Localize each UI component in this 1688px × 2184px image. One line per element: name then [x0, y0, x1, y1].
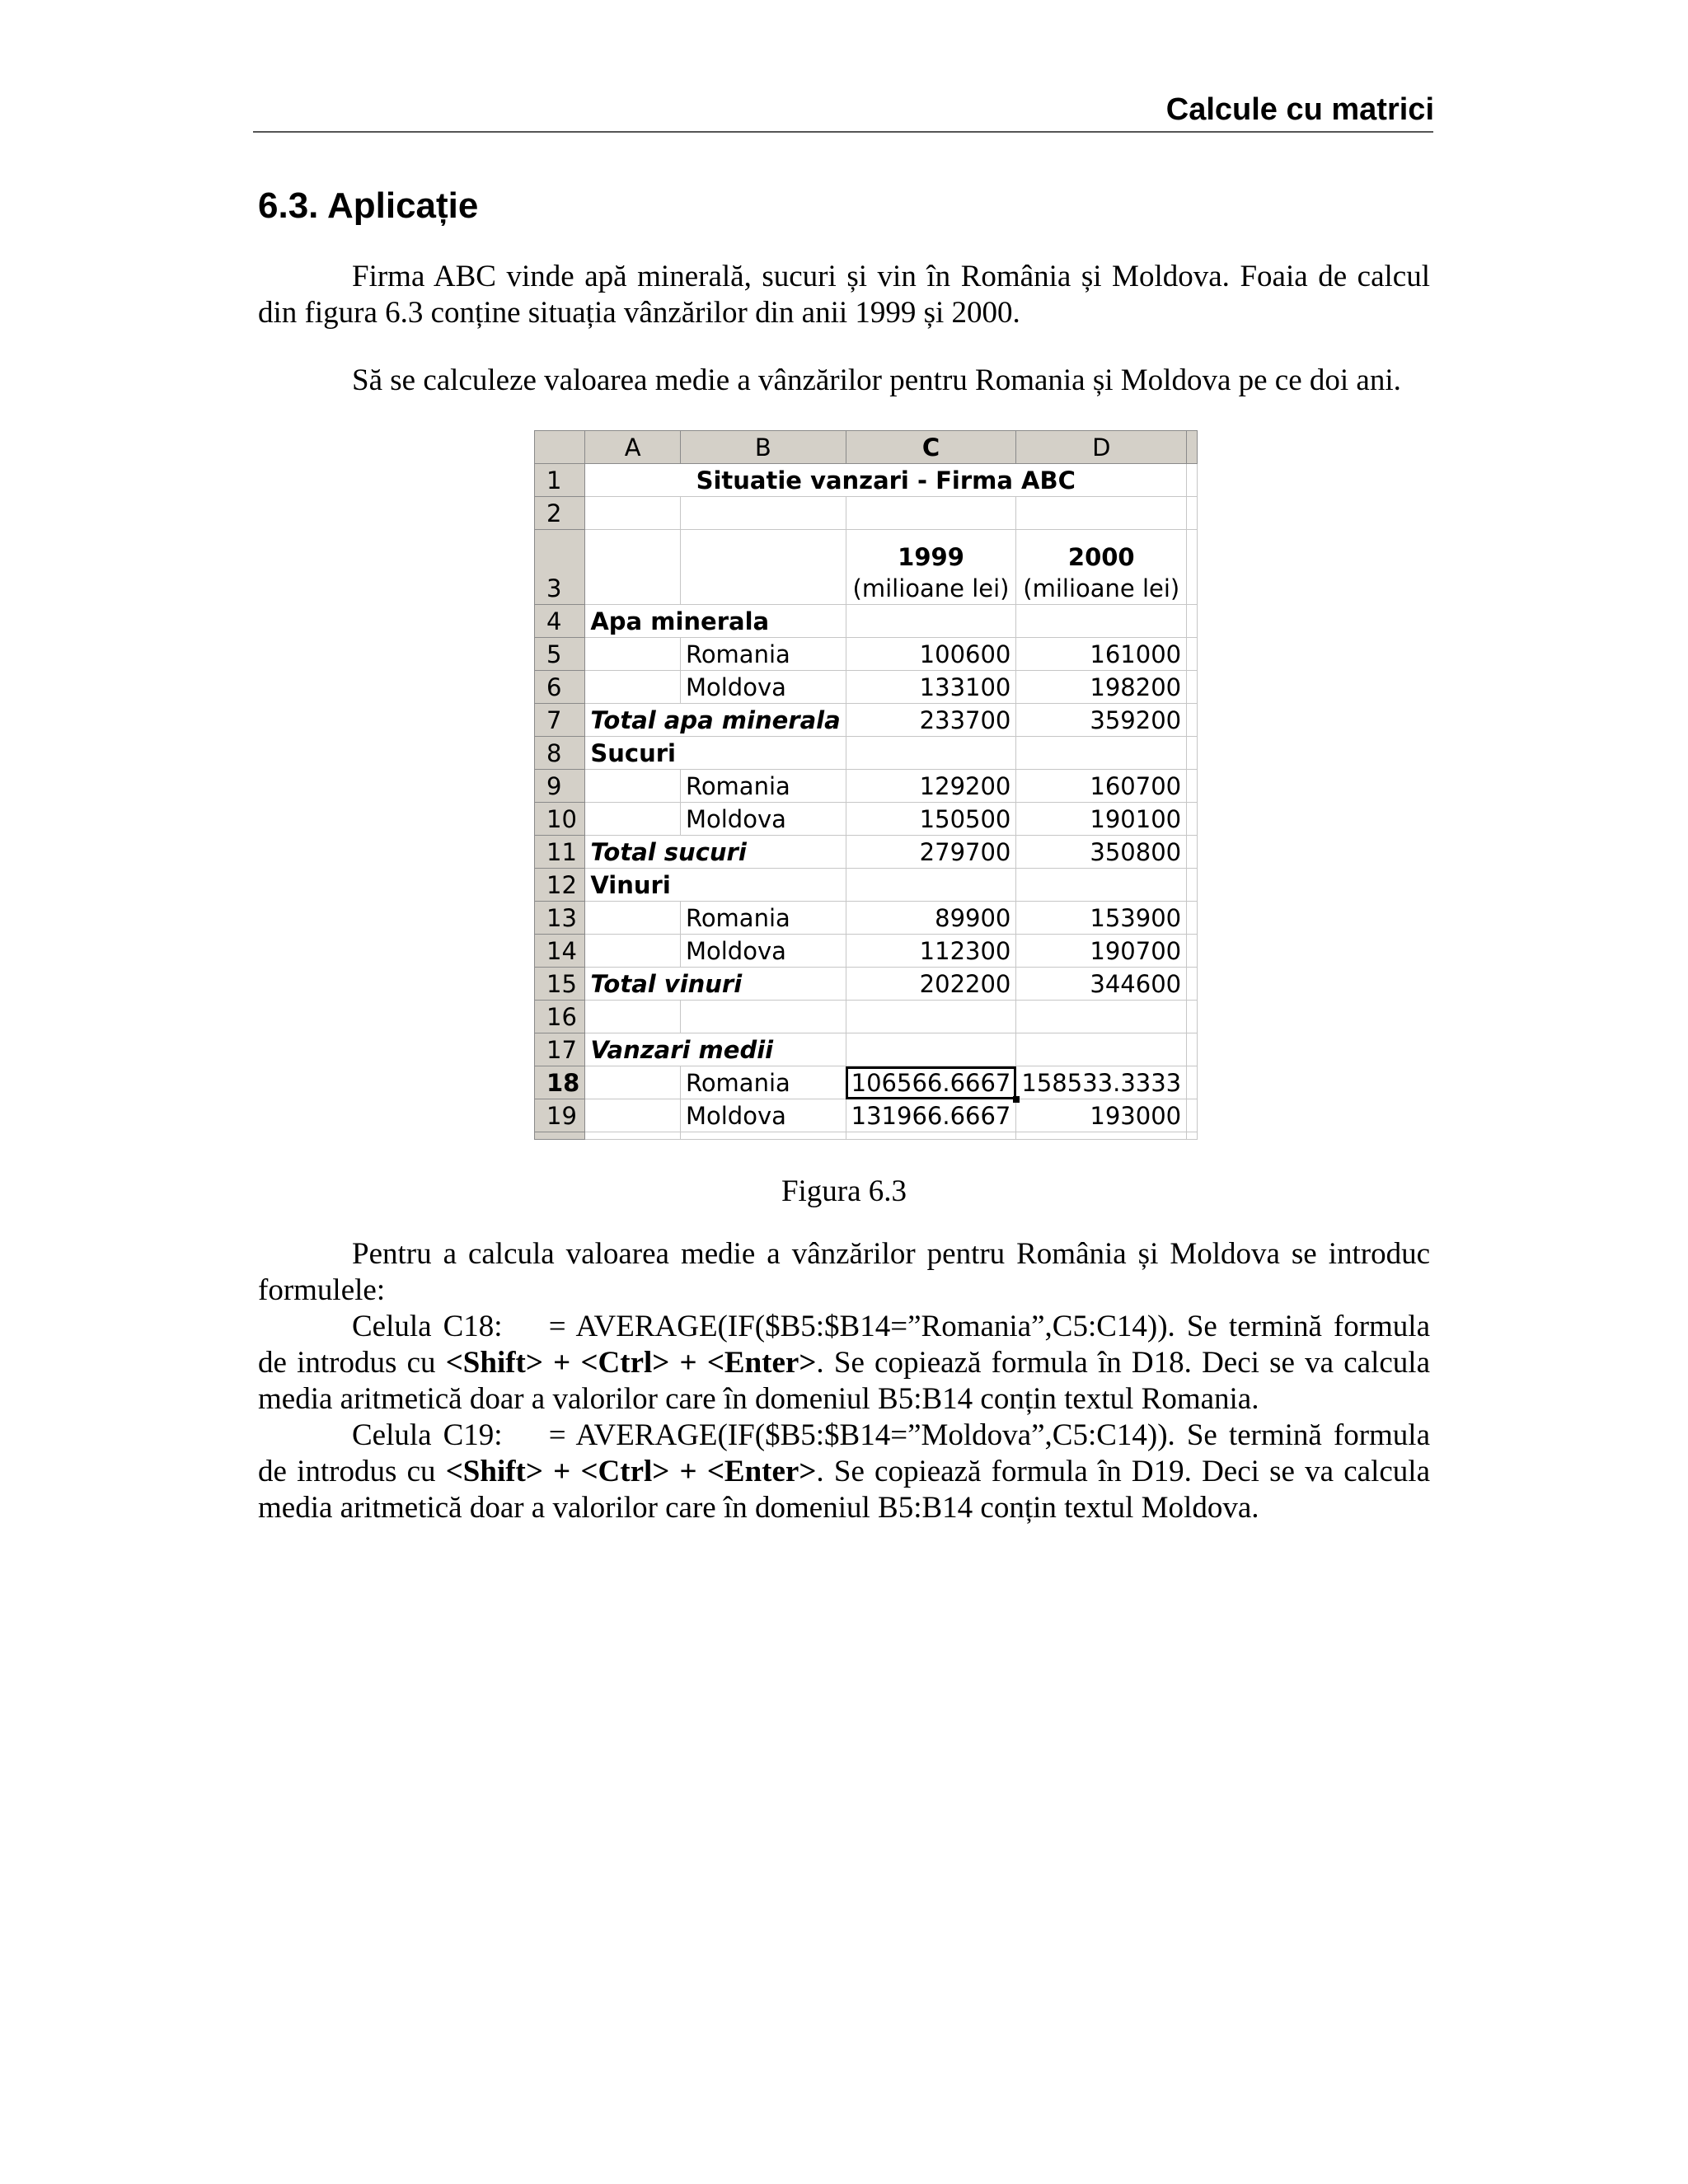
sheet-row — [535, 737, 1198, 770]
row-header[interactable]: 6 — [535, 671, 585, 704]
sheet-row — [535, 497, 1198, 530]
col-header-b[interactable]: B — [680, 431, 846, 464]
sheet-row — [535, 1001, 1198, 1033]
paragraph-intro: Firma ABC vinde apă minerală, sucuri și vin în România și Moldova. Foaia de calcul din figura 6.3 conține situația vânzărilor din anii 1999 și 2000. — [258, 260, 1430, 330]
corner-cell[interactable] — [535, 431, 585, 464]
row-header[interactable]: 8 — [535, 737, 585, 770]
sheet-row — [535, 704, 1198, 737]
row-header[interactable]: 3 — [535, 530, 585, 605]
row-header[interactable]: 16 — [535, 1001, 585, 1033]
row-header-active[interactable]: 18 — [535, 1066, 585, 1099]
formulas-intro: Pentru a calcula valoarea medie a vânzărilor pentru România și Moldova se introduc formulele: — [258, 1237, 1430, 1307]
sheet-row — [535, 671, 1198, 704]
value-cell[interactable]: 198200 — [1016, 671, 1187, 704]
figure-caption: Figura 6.3 — [781, 1174, 907, 1208]
category-cell[interactable]: Sucuri — [585, 737, 846, 770]
sheet-row — [535, 836, 1198, 869]
sheet-row — [535, 530, 1198, 605]
header-rule — [253, 131, 1433, 133]
spreadsheet-figure — [534, 430, 1198, 1140]
paragraph-formulas — [258, 1236, 1430, 1526]
sheet-row — [535, 638, 1198, 671]
sheet-row — [535, 1099, 1198, 1132]
row-header[interactable]: 14 — [535, 935, 585, 968]
formula-c18: Celula C18: = AVERAGE(IF($B5:$B14=”Romania”,C5:C14)). Se termină formula de introdus cu <Shift> + <Ctrl> + <Enter>. Se copiează formula în D18. Deci se va calcula media aritmetică doar a valorilor care în domeniul B5:B14 conțin textul Romania. — [258, 1310, 1431, 1416]
country-cell[interactable]: Moldova — [680, 935, 846, 968]
paragraph-task: Să se calculeze valoarea medie a vânzărilor pentru Romania și Moldova pe ce doi ani. — [352, 363, 1401, 397]
sheet-row — [535, 605, 1198, 638]
row-header[interactable]: 13 — [535, 902, 585, 935]
total-label-cell[interactable]: Total apa minerala — [585, 704, 846, 737]
value-cell[interactable]: 190100 — [1016, 803, 1187, 836]
row-header[interactable]: 10 — [535, 803, 585, 836]
sheet-row — [535, 803, 1198, 836]
year-2000-cell[interactable]: 2000 (milioane lei) — [1016, 530, 1187, 605]
value-cell[interactable]: 190700 — [1016, 935, 1187, 968]
row-header[interactable]: 7 — [535, 704, 585, 737]
row-header[interactable]: 11 — [535, 836, 585, 869]
row-header[interactable]: 1 — [535, 464, 585, 497]
sheet-row — [535, 464, 1198, 497]
formula-c19: Celula C19: = AVERAGE(IF($B5:$B14=”Moldova”,C5:C14)). Se termină formula de introdus cu <Shift> + <Ctrl> + <Enter>. Se copiează formula în D19. Deci se va calcula media aritmetică doar a valorilor care în domeniul B5:B14 conțin textul Moldova. — [258, 1418, 1431, 1525]
value-cell[interactable]: 133100 — [846, 671, 1016, 704]
row-header[interactable]: 9 — [535, 770, 585, 803]
row-header[interactable]: 2 — [535, 497, 585, 530]
sheet-title-cell[interactable]: Situatie vanzari - Firma ABC — [585, 464, 1187, 497]
category-cell[interactable]: Vinuri — [585, 869, 846, 902]
value-cell[interactable]: 350800 — [1016, 836, 1187, 869]
value-cell[interactable]: 359200 — [1016, 704, 1187, 737]
col-header-d[interactable]: D — [1016, 431, 1187, 464]
value-cell[interactable]: 89900 — [846, 902, 1016, 935]
sheet-row — [535, 935, 1198, 968]
sheet-row-partial — [535, 1132, 1198, 1140]
sheet-row — [535, 968, 1198, 1001]
column-header-row — [535, 431, 1198, 464]
row-header[interactable]: 17 — [535, 1033, 585, 1066]
value-cell[interactable]: 279700 — [846, 836, 1016, 869]
total-label-cell[interactable]: Total sucuri — [585, 836, 846, 869]
sheet-row — [535, 902, 1198, 935]
value-cell[interactable]: 161000 — [1016, 638, 1187, 671]
total-label-cell[interactable]: Total vinuri — [585, 968, 846, 1001]
value-cell[interactable]: 100600 — [846, 638, 1016, 671]
value-cell[interactable]: 160700 — [1016, 770, 1187, 803]
col-header-c[interactable]: C — [846, 431, 1016, 464]
country-cell[interactable]: Moldova — [680, 803, 846, 836]
country-cell[interactable]: Romania — [680, 770, 846, 803]
sheet-row — [535, 770, 1198, 803]
row-header[interactable]: 4 — [535, 605, 585, 638]
value-cell[interactable]: 131966.6667 — [846, 1099, 1016, 1132]
value-cell[interactable]: 153900 — [1016, 902, 1187, 935]
average-label-cell[interactable]: Vanzari medii — [585, 1033, 846, 1066]
year-1999-cell[interactable]: 1999 (milioane lei) — [846, 530, 1016, 605]
spreadsheet-grid — [534, 430, 1198, 1140]
value-cell[interactable]: 150500 — [846, 803, 1016, 836]
row-header[interactable]: 19 — [535, 1099, 585, 1132]
row-header[interactable]: 5 — [535, 638, 585, 671]
sheet-row — [535, 1033, 1198, 1066]
col-header-e[interactable] — [1187, 431, 1198, 464]
country-cell[interactable]: Romania — [680, 902, 846, 935]
country-cell[interactable]: Romania — [680, 1066, 846, 1099]
value-cell[interactable]: 202200 — [846, 968, 1016, 1001]
value-cell[interactable]: 112300 — [846, 935, 1016, 968]
fill-handle[interactable] — [1013, 1096, 1020, 1103]
row-header[interactable]: 15 — [535, 968, 585, 1001]
value-cell[interactable]: 158533.3333 — [1016, 1066, 1187, 1099]
sheet-row — [535, 1066, 1198, 1099]
selected-cell-c18[interactable]: 106566.6667 — [846, 1066, 1016, 1099]
value-cell[interactable]: 193000 — [1016, 1099, 1187, 1132]
row-header[interactable]: 12 — [535, 869, 585, 902]
section-title: 6.3. Aplicație — [258, 185, 479, 226]
value-cell[interactable]: 129200 — [846, 770, 1016, 803]
country-cell[interactable]: Romania — [680, 638, 846, 671]
running-header: Calcule cu matrici — [1165, 92, 1434, 127]
country-cell[interactable]: Moldova — [680, 671, 846, 704]
category-cell[interactable]: Apa minerala — [585, 605, 846, 638]
sheet-row — [535, 869, 1198, 902]
col-header-a[interactable]: A — [585, 431, 681, 464]
value-cell[interactable]: 233700 — [846, 704, 1016, 737]
country-cell[interactable]: Moldova — [680, 1099, 846, 1132]
value-cell[interactable]: 344600 — [1016, 968, 1187, 1001]
